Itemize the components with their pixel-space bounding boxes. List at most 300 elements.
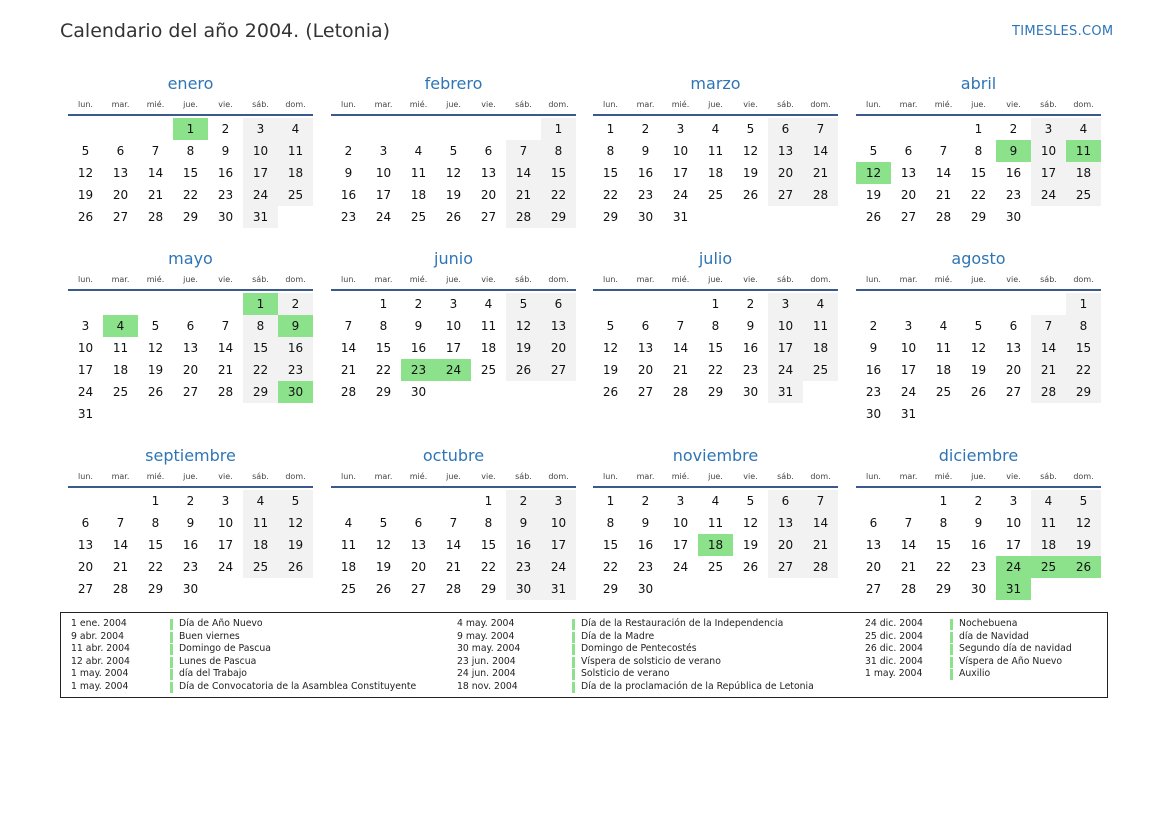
day-cell: 20 <box>77 560 94 574</box>
empty-cell <box>891 118 926 140</box>
weekday-header <box>68 100 313 116</box>
day-cell: 28 <box>147 210 164 224</box>
holiday-date: 23 jun. 2004 <box>457 655 516 667</box>
day-cell: 10 <box>768 315 803 337</box>
day-cell: 25 <box>243 556 278 578</box>
day-cell: 3 <box>541 490 576 512</box>
weekday-header <box>331 275 576 291</box>
weekday-label: jue. <box>446 275 461 284</box>
holiday-name: Nochebuena <box>959 618 1018 629</box>
day-cell: 22 <box>602 188 619 202</box>
day-cell: 31 <box>672 210 689 224</box>
day-cell: 24 <box>1031 184 1066 206</box>
empty-cell <box>366 490 401 512</box>
day-cell: 2 <box>974 494 983 508</box>
day-grid <box>68 293 313 425</box>
weekday-label: mar. <box>636 275 655 284</box>
weekday-label: vie. <box>218 472 233 481</box>
weekday-label: sáb. <box>252 100 269 109</box>
holiday-day-cell: 18 <box>698 534 733 556</box>
day-cell: 30 <box>217 210 234 224</box>
day-cell: 1 <box>379 297 388 311</box>
day-cell: 11 <box>707 516 724 530</box>
legend-row <box>61 631 1107 644</box>
day-cell: 22 <box>147 560 164 574</box>
day-cell: 23 <box>637 188 654 202</box>
holiday-name: Día de la Restauración de la Independencia <box>581 618 784 629</box>
day-cell: 8 <box>711 319 720 333</box>
weekday-label: dom. <box>810 275 831 284</box>
weekday-header <box>593 100 838 116</box>
weekday-header <box>68 275 313 291</box>
day-cell: 19 <box>445 188 462 202</box>
day-cell: 4 <box>803 293 838 315</box>
day-cell: 31 <box>243 206 278 228</box>
day-cell: 25 <box>707 560 724 574</box>
day-cell: 21 <box>1031 359 1066 381</box>
day-cell: 8 <box>1066 315 1101 337</box>
day-cell: 3 <box>221 494 230 508</box>
day-cell: 19 <box>506 337 541 359</box>
weekday-label: jue. <box>183 275 198 284</box>
empty-cell <box>891 293 926 315</box>
empty-cell <box>366 118 401 140</box>
month-name: diciembre <box>938 446 1019 465</box>
day-cell: 6 <box>768 118 803 140</box>
month-febrero <box>331 74 576 228</box>
day-cell: 29 <box>935 582 952 596</box>
day-cell: 31 <box>541 578 576 600</box>
holiday-date: 9 may. 2004 <box>457 630 515 642</box>
day-cell: 22 <box>1066 359 1101 381</box>
day-cell: 5 <box>151 319 160 333</box>
holiday-name: Domingo de Pentecostés <box>581 643 697 655</box>
day-cell: 15 <box>147 538 164 552</box>
day-cell: 22 <box>375 363 392 377</box>
day-grid <box>593 490 838 600</box>
day-cell: 28 <box>935 210 952 224</box>
day-cell: 4 <box>243 490 278 512</box>
day-cell: 2 <box>344 144 353 158</box>
empty-cell <box>926 118 961 140</box>
day-cell: 5 <box>81 144 90 158</box>
day-cell: 27 <box>637 385 654 399</box>
month-name: marzo <box>690 74 741 93</box>
day-cell: 20 <box>637 363 654 377</box>
day-cell: 11 <box>803 315 838 337</box>
weekday-header <box>593 472 838 488</box>
weekday-header <box>593 275 838 291</box>
day-cell: 25 <box>480 363 497 377</box>
holiday-day-cell: 9 <box>996 140 1031 162</box>
holiday-marker <box>572 682 575 693</box>
legend-column <box>61 618 1107 681</box>
day-cell: 16 <box>637 166 654 180</box>
empty-cell <box>331 293 366 315</box>
weekday-header <box>856 275 1101 291</box>
day-cell: 16 <box>278 337 313 359</box>
day-cell: 2 <box>278 293 313 315</box>
day-cell: 6 <box>116 144 125 158</box>
month-name: octubre <box>422 446 485 465</box>
day-cell: 19 <box>865 188 882 202</box>
empty-cell <box>401 118 436 140</box>
holiday-legend <box>60 612 1108 698</box>
month-name: junio <box>434 249 473 268</box>
day-cell: 30 <box>410 385 427 399</box>
day-cell: 19 <box>602 363 619 377</box>
day-cell: 28 <box>1031 381 1066 403</box>
weekday-header <box>856 472 1101 488</box>
day-cell: 29 <box>182 210 199 224</box>
day-cell: 25 <box>278 184 313 206</box>
weekday-label: sáb. <box>515 472 532 481</box>
day-cell: 6 <box>641 319 650 333</box>
weekday-label: sáb. <box>515 100 532 109</box>
day-cell: 1 <box>606 122 615 136</box>
day-cell: 26 <box>147 385 164 399</box>
empty-cell <box>926 293 961 315</box>
day-cell: 8 <box>606 144 615 158</box>
empty-cell <box>856 293 891 315</box>
holiday-date: 1 may. 2004 <box>865 668 923 680</box>
day-cell: 17 <box>77 363 94 377</box>
day-cell: 8 <box>243 315 278 337</box>
day-cell: 1 <box>974 122 983 136</box>
weekday-label: dom. <box>548 472 569 481</box>
day-cell: 4 <box>414 144 423 158</box>
holiday-name: Víspera de Año Nuevo <box>959 655 1063 667</box>
day-cell: 8 <box>974 144 983 158</box>
day-cell: 23 <box>970 560 987 574</box>
day-cell: 3 <box>379 144 388 158</box>
day-cell: 22 <box>541 184 576 206</box>
day-cell: 24 <box>243 184 278 206</box>
empty-cell <box>138 118 173 140</box>
empty-cell <box>628 293 663 315</box>
legend-row <box>61 656 1107 669</box>
day-cell: 23 <box>865 385 882 399</box>
day-cell: 3 <box>1031 118 1066 140</box>
day-cell: 23 <box>217 188 234 202</box>
weekday-label: sáb. <box>1040 100 1057 109</box>
month-name: febrero <box>424 74 483 93</box>
weekday-label: dom. <box>548 275 569 284</box>
day-cell: 20 <box>112 188 129 202</box>
day-cell: 10 <box>672 516 689 530</box>
day-cell: 21 <box>147 188 164 202</box>
day-cell: 12 <box>278 512 313 534</box>
day-cell: 1 <box>939 494 948 508</box>
day-cell: 16 <box>1005 166 1022 180</box>
day-cell: 3 <box>676 122 685 136</box>
day-cell: 17 <box>541 534 576 556</box>
day-cell: 3 <box>904 319 913 333</box>
day-cell: 28 <box>803 556 838 578</box>
weekday-label: lun. <box>341 472 356 481</box>
day-cell: 20 <box>1005 363 1022 377</box>
holiday-marker <box>950 669 953 680</box>
holiday-name: Día de Año Nuevo <box>179 618 263 629</box>
month-noviembre <box>593 446 838 600</box>
day-cell: 30 <box>182 582 199 596</box>
day-cell: 8 <box>939 516 948 530</box>
day-cell: 14 <box>803 512 838 534</box>
day-cell: 21 <box>803 534 838 556</box>
day-cell: 14 <box>217 341 234 355</box>
weekday-label: mar. <box>636 472 655 481</box>
weekday-label: jue. <box>183 100 198 109</box>
day-cell: 6 <box>186 319 195 333</box>
day-cell: 11 <box>278 140 313 162</box>
day-cell: 2 <box>746 297 755 311</box>
day-cell: 16 <box>970 538 987 552</box>
weekday-label: dom. <box>285 100 306 109</box>
day-cell: 16 <box>506 534 541 556</box>
day-cell: 28 <box>217 385 234 399</box>
weekday-label: mié. <box>934 275 953 284</box>
day-cell: 14 <box>900 538 917 552</box>
day-cell: 1 <box>541 118 576 140</box>
day-cell: 16 <box>217 166 234 180</box>
day-cell: 22 <box>707 363 724 377</box>
day-cell: 8 <box>484 516 493 530</box>
day-cell: 25 <box>1066 184 1101 206</box>
day-cell: 9 <box>641 516 650 530</box>
holiday-day-cell: 4 <box>103 315 138 337</box>
weekday-label: sáb. <box>515 275 532 284</box>
holiday-day-cell: 31 <box>996 578 1031 600</box>
holiday-marker <box>950 632 953 643</box>
day-grid <box>331 490 576 600</box>
weekday-label: sáb. <box>777 472 794 481</box>
day-cell: 21 <box>445 560 462 574</box>
day-cell: 8 <box>186 144 195 158</box>
day-grid <box>856 490 1101 600</box>
day-cell: 17 <box>768 337 803 359</box>
holiday-date: 26 dic. 2004 <box>865 643 923 655</box>
day-cell: 3 <box>81 319 90 333</box>
day-cell: 13 <box>480 166 497 180</box>
day-cell: 5 <box>869 144 878 158</box>
day-cell: 13 <box>77 538 94 552</box>
empty-cell <box>173 293 208 315</box>
weekday-label: mar. <box>636 100 655 109</box>
month-name: enero <box>167 74 214 93</box>
weekday-label: mar. <box>374 275 393 284</box>
empty-cell <box>68 118 103 140</box>
day-cell: 2 <box>641 494 650 508</box>
weekday-label: mié. <box>934 100 953 109</box>
day-cell: 6 <box>1009 319 1018 333</box>
weekday-label: dom. <box>1073 100 1094 109</box>
day-cell: 20 <box>768 162 803 184</box>
day-cell: 28 <box>506 206 541 228</box>
day-cell: 28 <box>900 582 917 596</box>
day-cell: 10 <box>900 341 917 355</box>
weekday-header <box>856 100 1101 116</box>
day-cell: 16 <box>637 538 654 552</box>
day-cell: 12 <box>602 341 619 355</box>
day-cell: 30 <box>506 578 541 600</box>
day-cell: 5 <box>449 144 458 158</box>
day-cell: 19 <box>970 363 987 377</box>
day-cell: 20 <box>480 188 497 202</box>
weekday-label: vie. <box>218 100 233 109</box>
empty-cell <box>68 490 103 512</box>
holiday-date: 30 may. 2004 <box>457 643 521 655</box>
weekday-label: lun. <box>341 100 356 109</box>
day-cell: 1 <box>484 494 493 508</box>
day-cell: 21 <box>935 188 952 202</box>
weekday-label: mié. <box>671 472 690 481</box>
day-cell: 11 <box>243 512 278 534</box>
day-cell: 19 <box>278 534 313 556</box>
day-cell: 18 <box>803 337 838 359</box>
day-cell: 2 <box>641 122 650 136</box>
holiday-name: día del Trabajo <box>179 668 247 680</box>
holiday-day-cell: 11 <box>1066 140 1101 162</box>
day-cell: 17 <box>243 162 278 184</box>
day-cell: 17 <box>375 188 392 202</box>
day-cell: 5 <box>974 319 983 333</box>
weekday-label: dom. <box>548 100 569 109</box>
weekday-label: sáb. <box>777 275 794 284</box>
day-cell: 27 <box>182 385 199 399</box>
day-cell: 20 <box>900 188 917 202</box>
site-link[interactable]: TIMESLES.COM <box>1012 24 1114 39</box>
month-enero <box>68 74 313 228</box>
day-cell: 17 <box>445 341 462 355</box>
weekday-label: vie. <box>1006 472 1021 481</box>
day-cell: 7 <box>1031 315 1066 337</box>
day-cell: 22 <box>182 188 199 202</box>
holiday-marker <box>950 644 953 655</box>
weekday-header <box>68 472 313 488</box>
day-cell: 26 <box>742 188 759 202</box>
day-cell: 6 <box>414 516 423 530</box>
holiday-date: 11 abr. 2004 <box>71 643 130 655</box>
day-cell: 9 <box>869 341 878 355</box>
empty-cell <box>103 118 138 140</box>
day-cell: 26 <box>445 210 462 224</box>
day-cell: 29 <box>707 385 724 399</box>
day-cell: 18 <box>340 560 357 574</box>
weekday-label: dom. <box>810 472 831 481</box>
day-cell: 5 <box>506 293 541 315</box>
day-cell: 12 <box>742 516 759 530</box>
weekday-label: vie. <box>481 100 496 109</box>
day-cell: 21 <box>900 560 917 574</box>
month-abril <box>856 74 1101 228</box>
day-cell: 3 <box>768 293 803 315</box>
day-cell: 13 <box>410 538 427 552</box>
empty-cell <box>138 293 173 315</box>
weekday-label: mar. <box>899 100 918 109</box>
day-cell: 16 <box>182 538 199 552</box>
day-cell: 27 <box>1005 385 1022 399</box>
day-cell: 15 <box>541 162 576 184</box>
day-cell: 18 <box>410 188 427 202</box>
day-cell: 31 <box>900 407 917 421</box>
weekday-label: lun. <box>603 275 618 284</box>
day-cell: 15 <box>182 166 199 180</box>
weekday-label: vie. <box>743 275 758 284</box>
holiday-date: 25 dic. 2004 <box>865 630 923 642</box>
weekday-label: vie. <box>481 472 496 481</box>
weekday-label: jue. <box>446 100 461 109</box>
holiday-date: 12 abr. 2004 <box>71 655 130 667</box>
day-cell: 29 <box>375 385 392 399</box>
day-cell: 15 <box>375 341 392 355</box>
day-cell: 29 <box>1066 381 1101 403</box>
day-cell: 24 <box>672 188 689 202</box>
day-cell: 14 <box>935 166 952 180</box>
day-cell: 26 <box>506 359 541 381</box>
day-cell: 13 <box>182 341 199 355</box>
weekday-label: lun. <box>341 275 356 284</box>
day-cell: 14 <box>340 341 357 355</box>
day-grid <box>331 118 576 228</box>
day-cell: 24 <box>77 385 94 399</box>
weekday-label: vie. <box>1006 100 1021 109</box>
day-cell: 4 <box>711 122 720 136</box>
weekday-label: mié. <box>409 100 428 109</box>
holiday-name: Lunes de Pascua <box>179 655 257 667</box>
holiday-name: Auxilio <box>959 668 991 680</box>
day-grid <box>68 490 313 600</box>
day-cell: 9 <box>186 516 195 530</box>
holiday-name: Domingo de Pascua <box>179 643 271 655</box>
day-cell: 24 <box>375 210 392 224</box>
day-cell: 16 <box>865 363 882 377</box>
holiday-name: Día de la Madre <box>581 630 655 642</box>
day-cell: 8 <box>606 516 615 530</box>
weekday-label: vie. <box>218 275 233 284</box>
holiday-date: 18 nov. 2004 <box>457 680 518 692</box>
weekday-header <box>331 472 576 488</box>
day-cell: 13 <box>768 140 803 162</box>
day-cell: 17 <box>217 538 234 552</box>
day-cell: 13 <box>541 315 576 337</box>
day-cell: 14 <box>112 538 129 552</box>
day-cell: 10 <box>672 144 689 158</box>
day-cell: 12 <box>445 166 462 180</box>
empty-cell <box>103 293 138 315</box>
month-julio <box>593 249 838 403</box>
weekday-label: mié. <box>934 472 953 481</box>
day-cell: 26 <box>865 210 882 224</box>
weekday-label: sáb. <box>252 472 269 481</box>
empty-cell <box>663 293 698 315</box>
day-cell: 25 <box>112 385 129 399</box>
weekday-label: mié. <box>146 100 165 109</box>
month-name: septiembre <box>145 446 236 465</box>
day-cell: 23 <box>340 210 357 224</box>
weekday-label: jue. <box>708 472 723 481</box>
weekday-label: lun. <box>78 472 93 481</box>
weekday-label: sáb. <box>252 275 269 284</box>
holiday-name: Víspera de solsticio de verano <box>581 655 721 667</box>
day-cell: 23 <box>506 556 541 578</box>
day-cell: 9 <box>344 166 353 180</box>
day-cell: 2 <box>414 297 423 311</box>
empty-cell <box>593 293 628 315</box>
day-cell: 30 <box>742 385 759 399</box>
day-cell: 29 <box>602 582 619 596</box>
day-cell: 9 <box>221 144 230 158</box>
holiday-date: 9 abr. 2004 <box>71 630 125 642</box>
